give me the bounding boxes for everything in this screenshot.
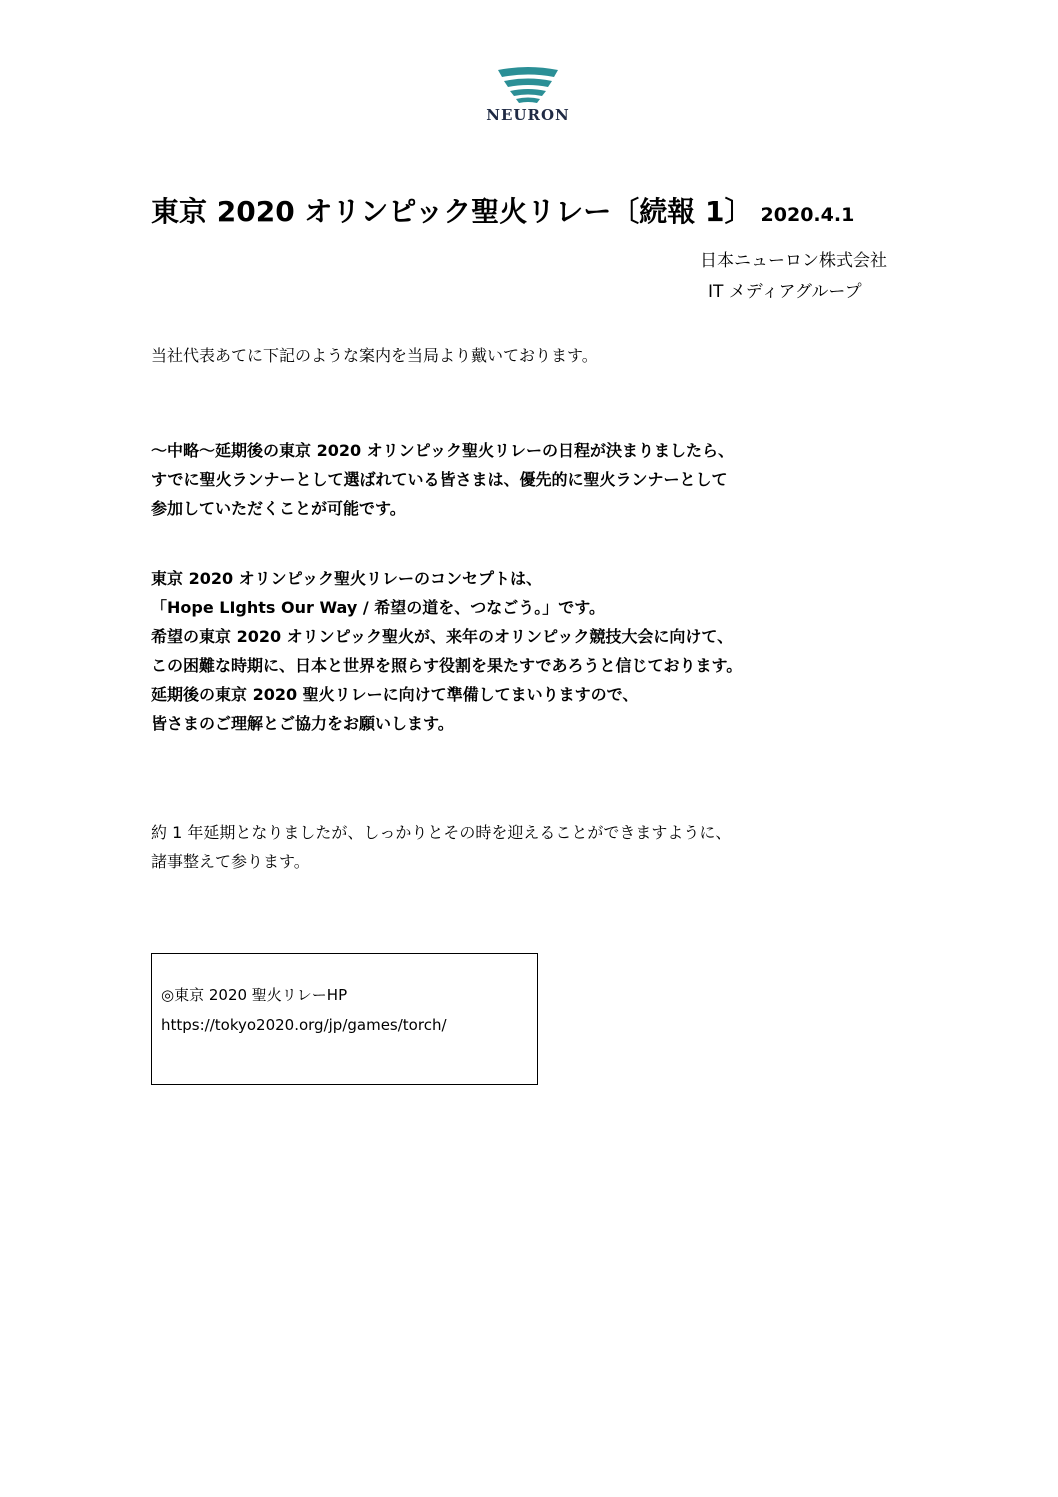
quote-line: この困難な時期に、日本と世界を照らす役割を果たすであろうと信じております。 (151, 656, 743, 675)
title-text: 東京 2020 オリンピック聖火リレー〔続報 1〕 (151, 195, 753, 228)
neuron-logo-icon (496, 66, 560, 104)
logo-text: NEURON (486, 106, 570, 124)
intro-text: 当社代表あてに下記のような案内を当局より戴いております。 (151, 346, 598, 365)
quote-line: 参加していただくことが可能です。 (151, 499, 406, 518)
sender-company: 日本ニューロン株式会社 (700, 251, 887, 271)
quote-paragraph-2 (151, 564, 742, 738)
quote-line: 皆さまのご理解とご協力をお願いします。 (151, 714, 454, 733)
closing-paragraph (151, 818, 731, 876)
reference-url[interactable]: https://tokyo2020.org/jp/games/torch/ (161, 1016, 447, 1034)
neuron-logo (470, 66, 586, 126)
quote-line: 「Hope LIghts Our Way / 希望の道を、つなごう。」です。 (151, 598, 605, 617)
sender-division: IT メディアグループ (708, 282, 862, 302)
quote-line: 希望の東京 2020 オリンピック聖火が、来年のオリンピック競技大会に向けて、 (151, 627, 734, 646)
document-title (151, 190, 854, 230)
reference-box (151, 953, 538, 1085)
title-date: 2020.4.1 (760, 204, 855, 226)
closing-line: 諸事整えて参ります。 (151, 852, 310, 871)
reference-label: ◎東京 2020 聖火リレーHP (161, 986, 348, 1004)
quote-line: すでに聖火ランナーとして選ばれている皆さまは、優先的に聖火ランナーとして (151, 470, 728, 489)
quote-line: 延期後の東京 2020 聖火リレーに向けて準備してまいりますので、 (151, 685, 639, 704)
quote-line: 東京 2020 オリンピック聖火リレーのコンセプトは、 (151, 569, 543, 588)
closing-line: 約 1 年延期となりましたが、しっかりとその時を迎えることができますように、 (151, 823, 732, 842)
quote-paragraph-1 (151, 436, 734, 523)
quote-line: 〜中略〜延期後の東京 2020 オリンピック聖火リレーの日程が決まりましたら、 (151, 441, 735, 460)
